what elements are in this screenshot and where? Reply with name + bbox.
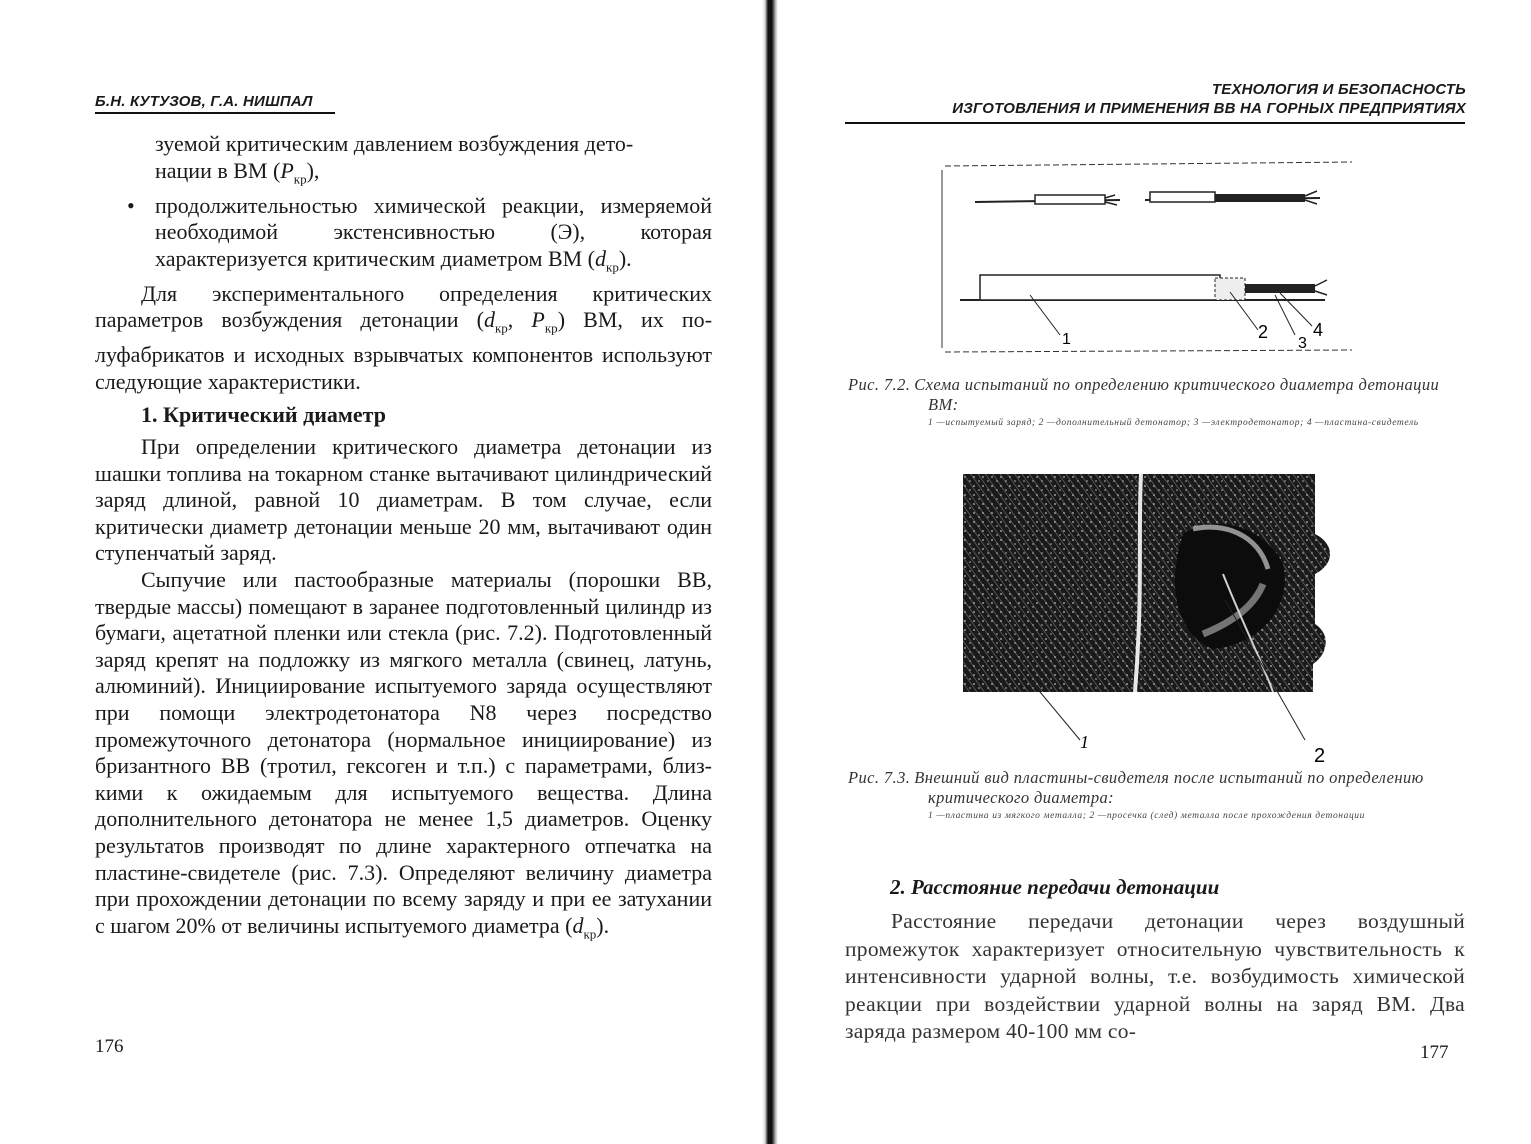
bullet-text: продолжительностью химической реакции, измеряемой необходимой экстенсивностью (Э), которая характеризуется критическим диаметром ВМ (	[155, 192, 712, 271]
right-paragraph-1: Расстояние передачи детонации через воздушный промежуток характеризует относительную чувствительность к интенсивности ударной волны, т.е. возбудимость химической реакции при воздействии ударной волны на заряд ВМ. Два заряда размером 40-100 мм со-	[845, 909, 1465, 1043]
left-running-head: Б.Н. КУТУЗОВ, Г.А. НИШПАЛ	[95, 93, 313, 110]
symbol-d: d	[595, 245, 606, 271]
test-assembly-drawing	[960, 275, 1327, 300]
bullet-icon: •	[127, 192, 135, 218]
subscript-kr: кр	[583, 926, 597, 942]
fig2-caption-text: Схема испытаний по определению критического диаметра детонации ВМ:	[914, 375, 1440, 414]
paragraph-3-text: Сыпучие или пастообразные материалы (порошки ВВ, твердые массы) помещают в заранее подготовленный цилиндр из бумаги, ацетатной пленки или стекла (рис. 7.2). Подготовленный заряд крепят на подложку из мягкого металла (свинец, латунь, алюминий). Инициирование испытуемого заряда осуществляют при помощи электродетонатора N8 через посредство промежуточного детонатора (нормальное инициирование) из бризантного ВВ (тротил, гексоген и т.п.) с параметрами, близкими к ожидаемым для испытуемого вещества. Длина дополнительного детонатора не менее 1,5 диаметров. Оценку результатов производят по длине характерного отпечатка на пластине-свидетеле (рис. 7.3). Определяют величину диаметра при прохождении детонации по всему заряду и при ее затухании с шагом 20% от величины испытуемого диаметра (	[95, 567, 712, 938]
figure-7-3-caption	[848, 768, 1448, 825]
subscript-kr: кр	[606, 259, 619, 275]
detonator-drawing-upper-left	[975, 195, 1120, 205]
figure-7-3-leaders	[1030, 600, 1350, 770]
symbol-p: P	[531, 307, 545, 333]
figure-7-2-caption	[848, 375, 1448, 432]
symbol-d: d	[483, 307, 495, 333]
bullet-item	[95, 193, 712, 281]
figure-7-2-diagram	[940, 160, 1360, 355]
running-head-line-2: ИЗГОТОВЛЕНИЯ И ПРИМЕНЕНИЯ ВВ НА ГОРНЫХ ПРЕДПРИЯТИЯХ	[952, 100, 1466, 117]
continued-text-3: ),	[306, 157, 320, 183]
fig2-label-4: 4	[1313, 320, 1324, 340]
fig2-label-1: 1	[1062, 331, 1071, 348]
fig3-caption-legend: 1 —пластина из мягкого металла; 2 —просечка (след) металла после прохождения детонации	[928, 811, 1366, 821]
continued-text-2: нации в ВМ (	[155, 157, 281, 183]
diagram-frame	[942, 162, 1352, 352]
paragraph-3-text-end: ).	[596, 912, 610, 938]
section-heading-2: 2. Расстояние передачи детонации	[890, 875, 1220, 899]
fig2-caption-legend: 1 —испытуемый заряд; 2 —дополнительный детонатор; 3 —электродетонатор; 4 —пластина-свидетель	[928, 418, 1419, 428]
detonator-drawing-upper-right	[1145, 191, 1320, 204]
continued-text-1: зуемой критическим давлением возбуждения дето-	[155, 131, 634, 156]
fig3-caption-title	[848, 768, 1448, 808]
section-heading-1: 1. Критический диаметр	[141, 401, 386, 427]
paragraph-3	[95, 567, 712, 948]
paragraph-2: При определении критического диаметра детонации из шашки топлива на токарном станке вытачивают цилиндрический заряд длиной, равной 10 диаметрам. В том случае, если критически диаметр детонации меньше 20 мм, вытачивают один ступенчатый заряд.	[95, 434, 712, 566]
left-body-text	[95, 131, 712, 948]
fig2-label-3: 3	[1298, 335, 1307, 352]
fig2-caption-label: Рис. 7.2.	[848, 375, 911, 394]
left-page	[0, 0, 760, 1144]
fig2-caption-title	[848, 375, 1448, 415]
page-number-left: 176	[95, 1036, 124, 1057]
right-head-rule	[845, 122, 1465, 124]
paragraph-1	[95, 281, 712, 396]
symbol-p: P	[280, 157, 294, 183]
continued-line	[95, 131, 712, 193]
subscript-kr: кр	[494, 320, 508, 336]
subscript-kr: кр	[544, 320, 558, 336]
right-running-head	[952, 80, 1466, 118]
running-head-line-1: ТЕХНОЛОГИЯ И БЕЗОПАСНОСТЬ	[1211, 81, 1466, 98]
paragraph-1-text-end: ) ВМ, их полуфабрикатов и исходных взрывчатых компонентов используют следующие характеристики.	[95, 307, 713, 394]
bullet-text-end: ).	[618, 245, 632, 271]
fig3-caption-label: Рис. 7.3.	[848, 768, 911, 787]
left-head-rule	[95, 112, 335, 114]
paragraph-1-text: Для экспериментального определения критических параметров возбуждения детонации (	[95, 280, 712, 333]
subscript-kr: кр	[293, 170, 307, 186]
right-section	[845, 875, 1465, 1046]
fig3-caption-text: Внешний вид пластины-свидетеля после испытаний по определению критического диаметра:	[914, 768, 1424, 807]
fig3-label-2: 2	[1314, 745, 1326, 767]
symbol-d: d	[572, 912, 584, 938]
book-spine	[762, 0, 778, 1144]
fig2-label-2: 2	[1258, 322, 1269, 342]
page-number-right: 177	[1420, 1042, 1449, 1063]
fig3-label-1: 1	[1080, 732, 1089, 752]
separator: ,	[507, 307, 532, 333]
